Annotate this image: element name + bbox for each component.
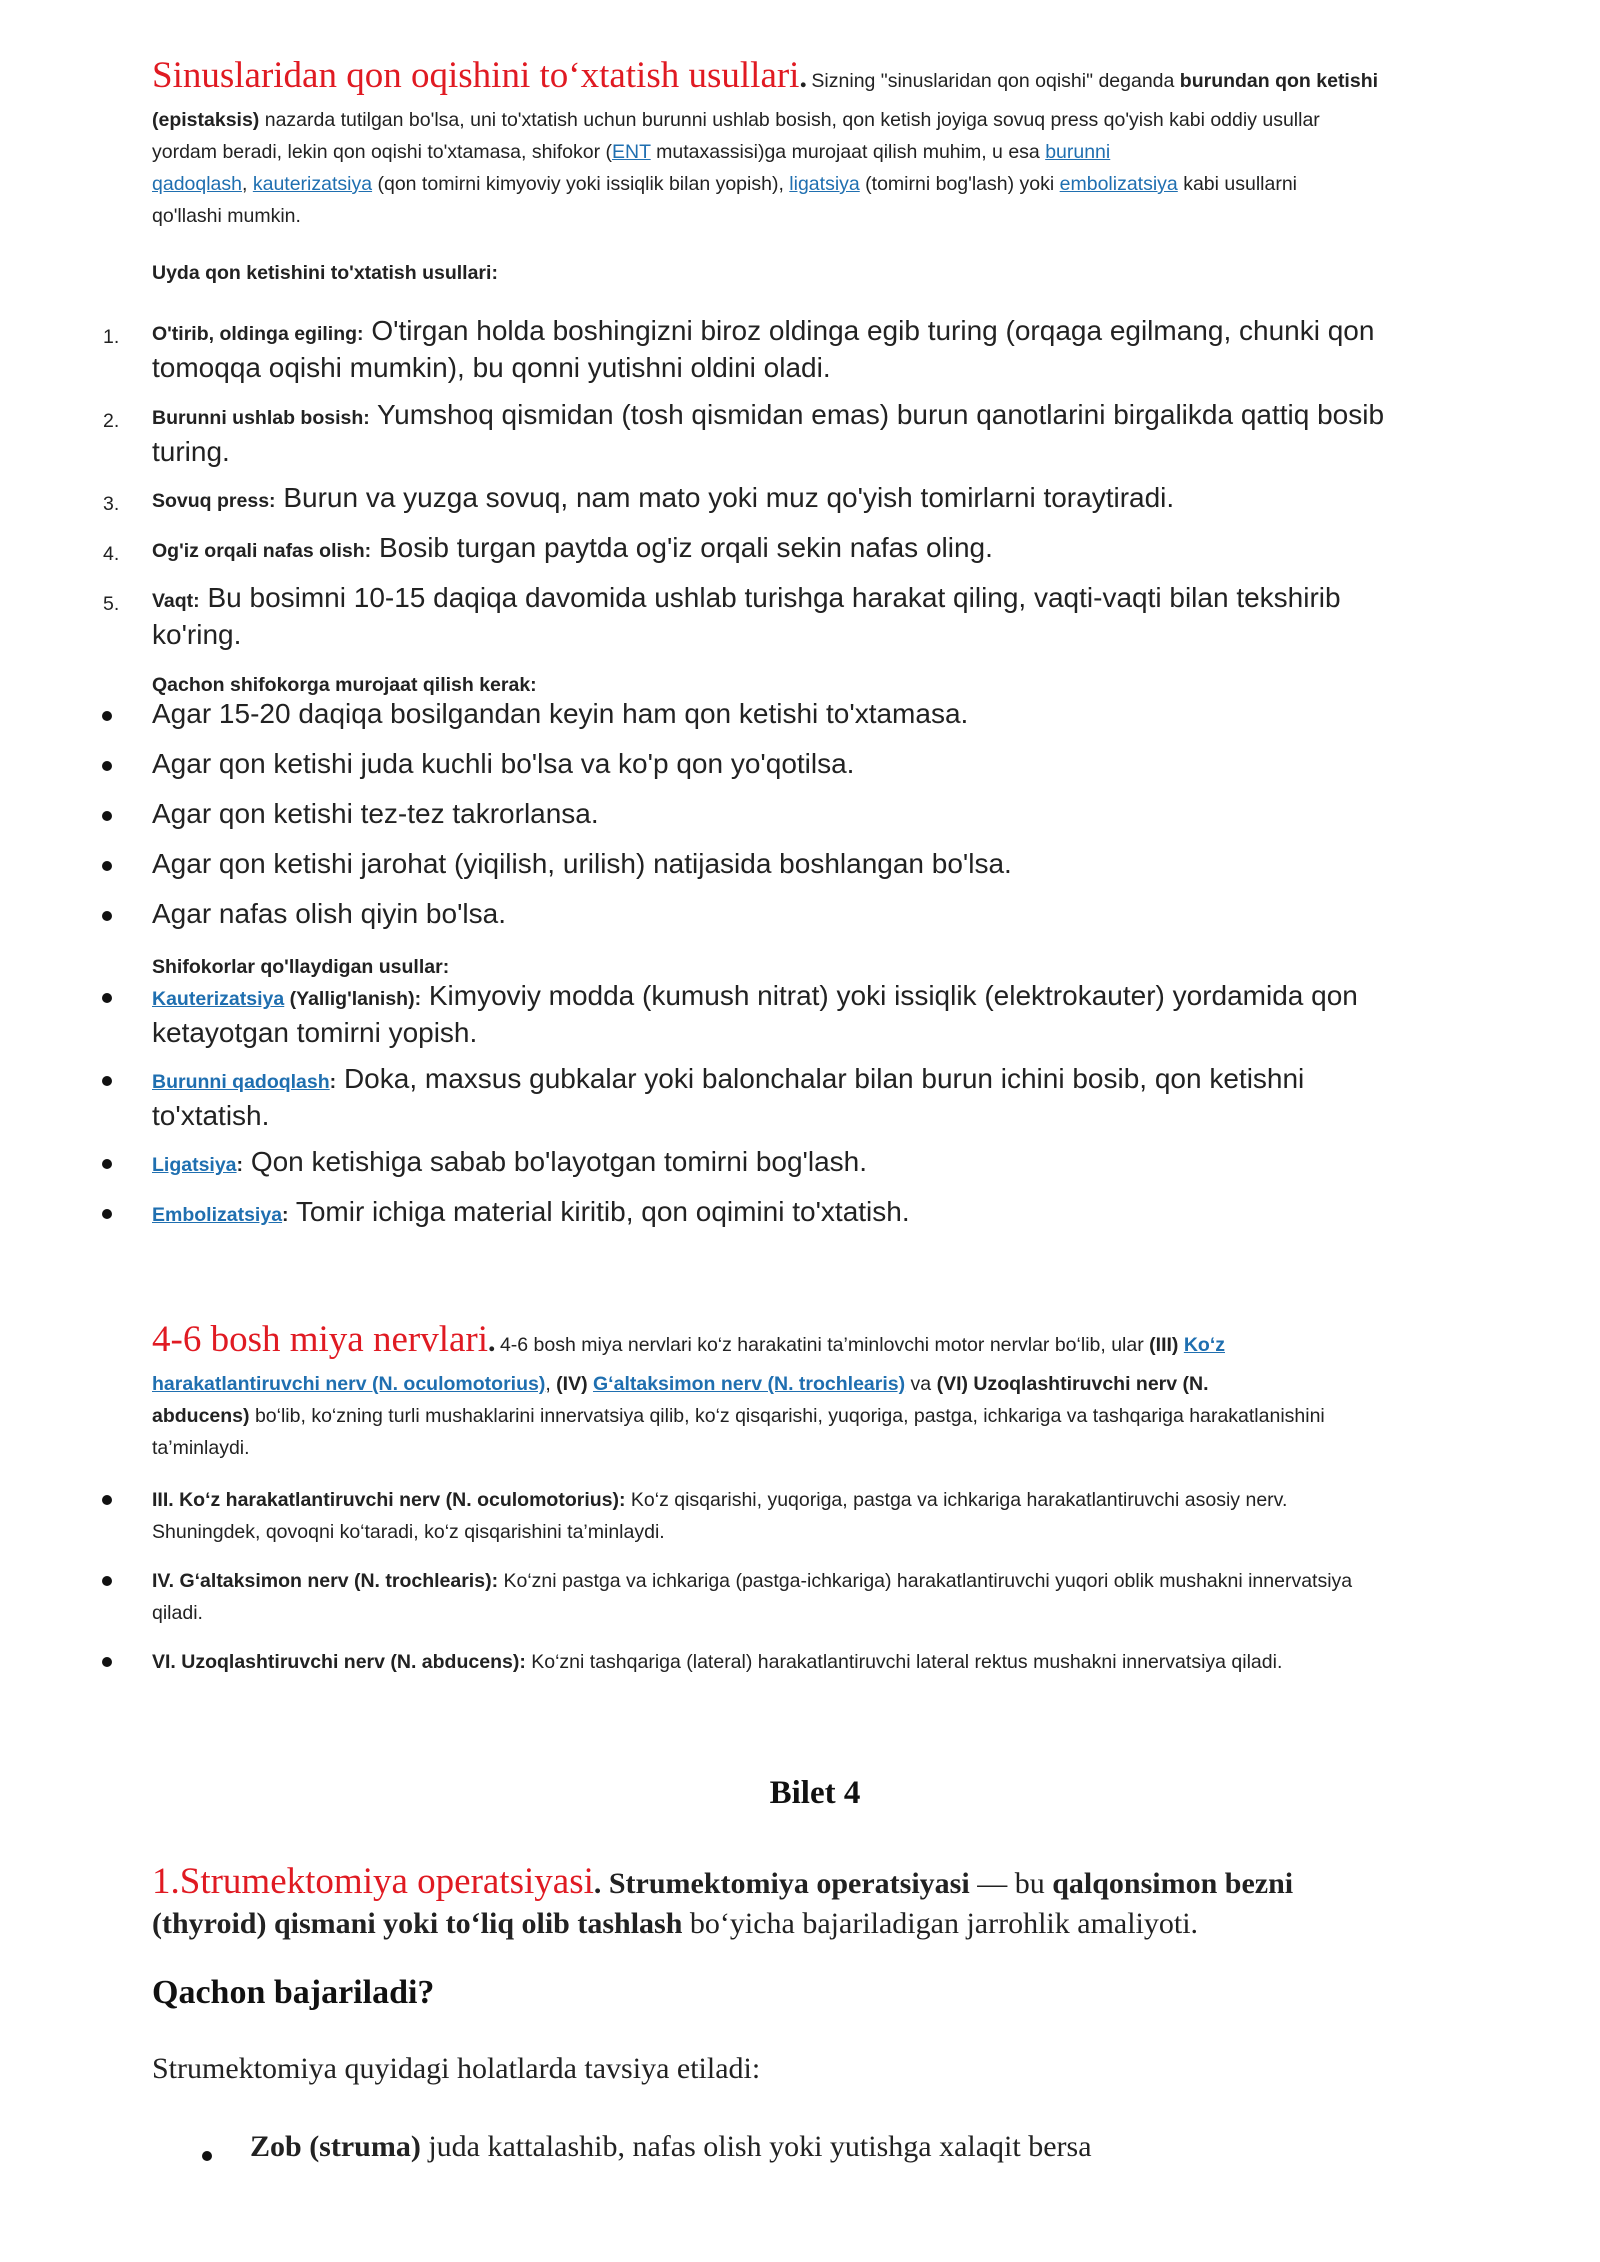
doctor-heading: Qachon shifokorga murojaat qilish kerak: — [152, 674, 537, 696]
nerve-iii: III. Ko‘z harakatlantiruvchi nerv (N. oculomotorius): Ko‘z qisqarishi, yuqoriga, pastga va ichkariga harakatlantiruvchi asosiy nerv. Shuningdek, qovoqni ko‘taradi, ko‘z qisqarishini ta’minlaydi. — [152, 1489, 1288, 1543]
home-step-1: O'tirib, oldinga egiling: O'tirgan holda boshingizni biroz oldinga egib turing (orqaga egilmang, chunki qon tomoqqa oqishi mumkin), bu qonni yutishni oldini oladi. — [152, 315, 1375, 383]
link-ent[interactable]: ENT — [612, 141, 651, 163]
bullet-icon — [102, 993, 112, 1003]
home-methods-heading: Uyda qon ketishini to'xtatish usullari: — [152, 262, 498, 284]
link-qadoqlash[interactable]: qadoqlash — [152, 173, 242, 195]
methods-heading: Shifokorlar qo'llaydigan usullar: — [152, 956, 450, 978]
section1-intro-body: (epistaksis) nazarda tutilgan bo'lsa, uni to'xtatish uchun burunni ushlab bosish, qon ketish joyiga sovuq press qo'yish kabi oddiy usullar yordam beradi, lekin qon oqishi to'xtamasa, shifokor (ENT mutaxassisi)ga murojaat qilish muhim, u esa burunni qadoqlash, kauterizatsiya (qon tomirni kimyoviy yoki issiqlik bilan yopish), ligatsiya (tomirni bog'lash) yoki embolizatsiya kabi usullarni qo'llashi mumkin. — [152, 109, 1320, 227]
home-step-3: Sovuq press: Burun va yuzga sovuq, nam mato yoki muz qo'yish tomirlarni toraytiradi. — [152, 482, 1175, 513]
section3-indication-1: Zob (struma) juda kattalashib, nafas olish yoki yutishga xalaqit bersa — [250, 2130, 1092, 2163]
section2-intro-body: harakatlantiruvchi nerv (N. oculomotorius), (IV) G‘altaksimon nerv (N. trochlearis) va (VI) Uzoqlashtiruvchi nerv (N. abducens) bo‘lib, ko‘zning turli mushaklarini innervatsiya qilib, ko‘z qisqarishi, yuqoriga, pastga, ichkariga va tashqariga harakatlanishini ta’minlaydi. — [152, 1373, 1325, 1459]
doctor-item-4: Agar qon ketishi jarohat (yiqilish, urilish) natijasida boshlangan bo'lsa. — [152, 848, 1012, 879]
section3-indications-intro: Strumektomiya quyidagi holatlarda tavsiya etiladi: — [152, 2052, 761, 2085]
bullet-icon — [102, 1576, 112, 1586]
ticket-label: Bilet 4 — [769, 1775, 861, 1811]
link-ligatsiya-method[interactable]: Ligatsiya — [152, 1154, 237, 1176]
doctor-item-5: Agar nafas olish qiyin bo'lsa. — [152, 898, 506, 929]
bullet-icon — [102, 1209, 112, 1219]
section2-title: 4-6 bosh miya nervlari — [152, 1319, 488, 1360]
doctor-item-1: Agar 15-20 daqiqa bosilgandan keyin ham qon ketishi to'xtamasa. — [152, 698, 969, 729]
nerve-iv: IV. G‘altaksimon nerv (N. trochlearis): Ko‘zni pastga va ichkariga (pastga-ichkariga) harakatlantiruvchi yuqori oblik mushakni innervatsiya qiladi. — [152, 1570, 1353, 1624]
bullet-icon — [102, 1159, 112, 1169]
link-embolizatsiya-method[interactable]: Embolizatsiya — [152, 1204, 283, 1226]
section3-question: Qachon bajariladi? — [152, 1974, 435, 2011]
bullet-icon — [102, 1495, 112, 1505]
link-embolizatsiya[interactable]: embolizatsiya — [1059, 173, 1178, 195]
document-page: Sinuslaridan qon oqishini to‘xtatish usullari. Sizning "sinuslaridan qon oqishi" deganda burundan qon ketishi (epistaksis) nazarda tutilgan bo'lsa, uni to'xtatish uchun burunni ushlab bosish, qon ketish joyiga sovuq press qo'yish kabi oddiy usullar yordam beradi, lekin qon oqishi to'xtamasa, shifokor (ENT mutaxassisi)ga murojaat qilish muhim, u esa burunni qadoqlash, kauterizatsiya (qon tomirni kimyoviy yoki issiqlik bilan yopish), ligatsiya (tomirni bog'lash) yoki embolizatsiya kabi usullarni qo'llashi mumkin. Uyda qon ketishini to'xtatish usullari: 1. O'tirib, oldinga egiling: O'tirgan holda boshingizni biroz oldinga egib turing (orqaga egilmang, chunki qon tomoqqa oqishi mumkin), bu qonni yutishni oldini oladi. 2. Burunni ushlab bosish: Yumshoq qismidan (tosh qismidan emas) burun qanotlarini birgalikda qattiq bosib turing. 3. Sovuq press: Burun va yuzga sovuq, nam mato yoki muz qo'yish tomirlarni toraytiradi. 4. Og'iz orqali nafas olish: Bosib turgan paytda og'iz orqali sekin nafas oling. 5. Vaqt: Bu bosimni 10-15 daqiqa davomida ushlab turishga harakat qiling, vaqti-vaqti bilan tekshirib ko'ring. Qachon shifokorga murojaat qilish kerak: Agar 15-20 daqiqa bosilgandan keyin ham qon ketishi to'xtamasa. Agar qon ketishi juda kuchli bo'lsa va ko'p qon yo'qotilsa. Agar qon ketishi tez-tez takrorlansa. Agar qon ketishi jarohat (yiqilish, urilish) natijasida boshlangan bo'lsa. Agar nafas olish qiyin bo'lsa. Shifokorlar qo'llaydigan usullar: Kauterizatsiya (Yallig'lanish): Kimyoviy modda (kumush nitrat) yoki issiqlik (elektrokauter) yordamida qon ketayotgan tomirni yopish. Burunni qadoqlash: Doka, maxsus gubkalar yoki balonchalar bilan burun ichini bosib, qon ketishni to'xtatish. Ligatsiya: Qon ketishiga sabab bo'layotgan tomirni bog'lash. Embolizatsiya: Tomir ichiga material kiritib, qon oqimini to'xtatish. 4-6 bosh miya nervlari. 4-6 bosh miya nervlari ko‘z harakatini ta’minlovchi motor nervlar bo‘lib, ular (III) Ko‘z harakatlantiruvchi nerv (N. oculomotorius), (IV) G‘altaksimon nerv (N. trochlearis) va (VI) Uzoqlashtiruvchi nerv (N. abducens) bo‘lib, ko‘zning turli mushaklarini innervatsiya qilib, ko‘z qisqarishi, yuqoriga, pastga, ichkariga va tashqariga harakatlanishini ta’minlaydi. III. Ko‘z harakatlantiruvchi nerv (N. oculomotorius): Ko‘z qisqarishi, yuqoriga, pastga va ichkariga harakatlantiruvchi asosiy nerv. Shuningdek, qovoqni ko‘taradi, ko‘z qisqarishini ta’minlaydi. IV. G‘altaksimon nerv (N. trochlearis): Ko‘zni pastga va ichkariga (pastga-ichkariga) harakatlantiruvchi yuqori oblik mushakni innervatsiya qiladi. VI. Uzoqlashtiruvchi nerv (N. abducens): Ko‘zni tashqariga (lateral) harakatlantiruvchi lateral rektus mushakni innervatsiya qiladi. Bilet 4 1.Strumektomiya operatsiyasi. Strumektomiya operatsiyasi — bu qalqonsimon bezni (thyroid) qismani yoki to‘liq olib tashlash bo‘yicha bajariladigan jarrohlik amaliyoti. Qachon bajariladi? Strumektomiya quyidagi holatlarda tavsiya etiladi: Zob (struma) juda kattalashib, nafas olish yoki yutishga xalaqit bersa — [0, 0, 1600, 2262]
method-embolizatsiya: Embolizatsiya: Tomir ichiga material kiritib, qon oqimini to'xtatish. — [152, 1196, 910, 1227]
bullet-icon — [102, 711, 112, 721]
section2-intro: 4-6 bosh miya nervlari. 4-6 bosh miya nervlari ko‘z harakatini ta’minlovchi motor nervlar bo‘lib, ular (III) Ko‘z — [152, 1319, 1225, 1360]
home-step-4: Og'iz orqali nafas olish: Bosib turgan paytda og'iz orqali sekin nafas oling. — [152, 532, 993, 563]
bullet-icon — [102, 1657, 112, 1667]
method-ligatsiya: Ligatsiya: Qon ketishiga sabab bo'layotgan tomirni bog'lash. — [152, 1146, 868, 1177]
section3-intro: 1.Strumektomiya operatsiyasi. Strumektomiya operatsiyasi — bu qalqonsimon bezni (thyroid) qismani yoki to‘liq olib tashlash bo‘yicha bajariladigan jarrohlik amaliyoti. — [152, 1861, 1294, 1940]
bullet-icon — [102, 1076, 112, 1086]
bullet-icon — [102, 861, 112, 871]
section3-title: 1.Strumektomiya operatsiyasi — [152, 1861, 594, 1902]
home-step-2: Burunni ushlab bosish: Yumshoq qismidan (tosh qismidan emas) burun qanotlarini birgalikda qattiq bosib turing. — [152, 399, 1385, 467]
bullet-icon — [102, 761, 112, 771]
bullet-icon — [102, 911, 112, 921]
doctor-item-2: Agar qon ketishi juda kuchli bo'lsa va ko'p qon yo'qotilsa. — [152, 748, 855, 779]
section1-title: Sinuslaridan qon oqishini to‘xtatish usullari — [152, 55, 800, 96]
link-burunni[interactable]: burunni — [1045, 141, 1111, 163]
doctor-item-3: Agar qon ketishi tez-tez takrorlansa. — [152, 798, 599, 829]
bullet-icon — [102, 811, 112, 821]
link-oculomotorius-cont[interactable]: harakatlantiruvchi nerv (N. oculomotorius) — [152, 1373, 546, 1395]
link-ligatsiya[interactable]: ligatsiya — [789, 173, 860, 195]
link-kauterizatsiya[interactable]: kauterizatsiya — [252, 173, 373, 195]
bullet-icon — [202, 2151, 212, 2161]
method-qadoqlash: Burunni qadoqlash: Doka, maxsus gubkalar yoki balonchalar bilan burun ichini bosib, qon ketishni to'xtatish. — [152, 1063, 1305, 1131]
link-trochlearis[interactable]: G‘altaksimon nerv (N. trochlearis) — [593, 1373, 906, 1395]
method-kauterizatsiya: Kauterizatsiya (Yallig'lanish): Kimyoviy modda (kumush nitrat) yoki issiqlik (elektrokauter) yordamida qon ketayotgan tomirni yopish. — [152, 980, 1358, 1048]
link-oculomotorius[interactable]: Ko‘z — [1183, 1334, 1225, 1356]
home-step-5: Vaqt: Bu bosimni 10-15 daqiqa davomida ushlab turishga harakat qiling, vaqti-vaqti bilan tekshirib ko'ring. — [152, 582, 1341, 650]
link-qadoqlash-method[interactable]: Burunni qadoqlash — [152, 1071, 330, 1093]
nerve-vi: VI. Uzoqlashtiruvchi nerv (N. abducens): Ko‘zni tashqariga (lateral) harakatlantiruvchi lateral rektus mushakni innervatsiya qiladi. — [152, 1651, 1283, 1673]
section1-intro: Sinuslaridan qon oqishini to‘xtatish usullari. Sizning "sinuslaridan qon oqishi" deganda burundan qon ketishi — [152, 55, 1379, 96]
link-kauterizatsiya-method[interactable]: Kauterizatsiya — [152, 988, 285, 1010]
